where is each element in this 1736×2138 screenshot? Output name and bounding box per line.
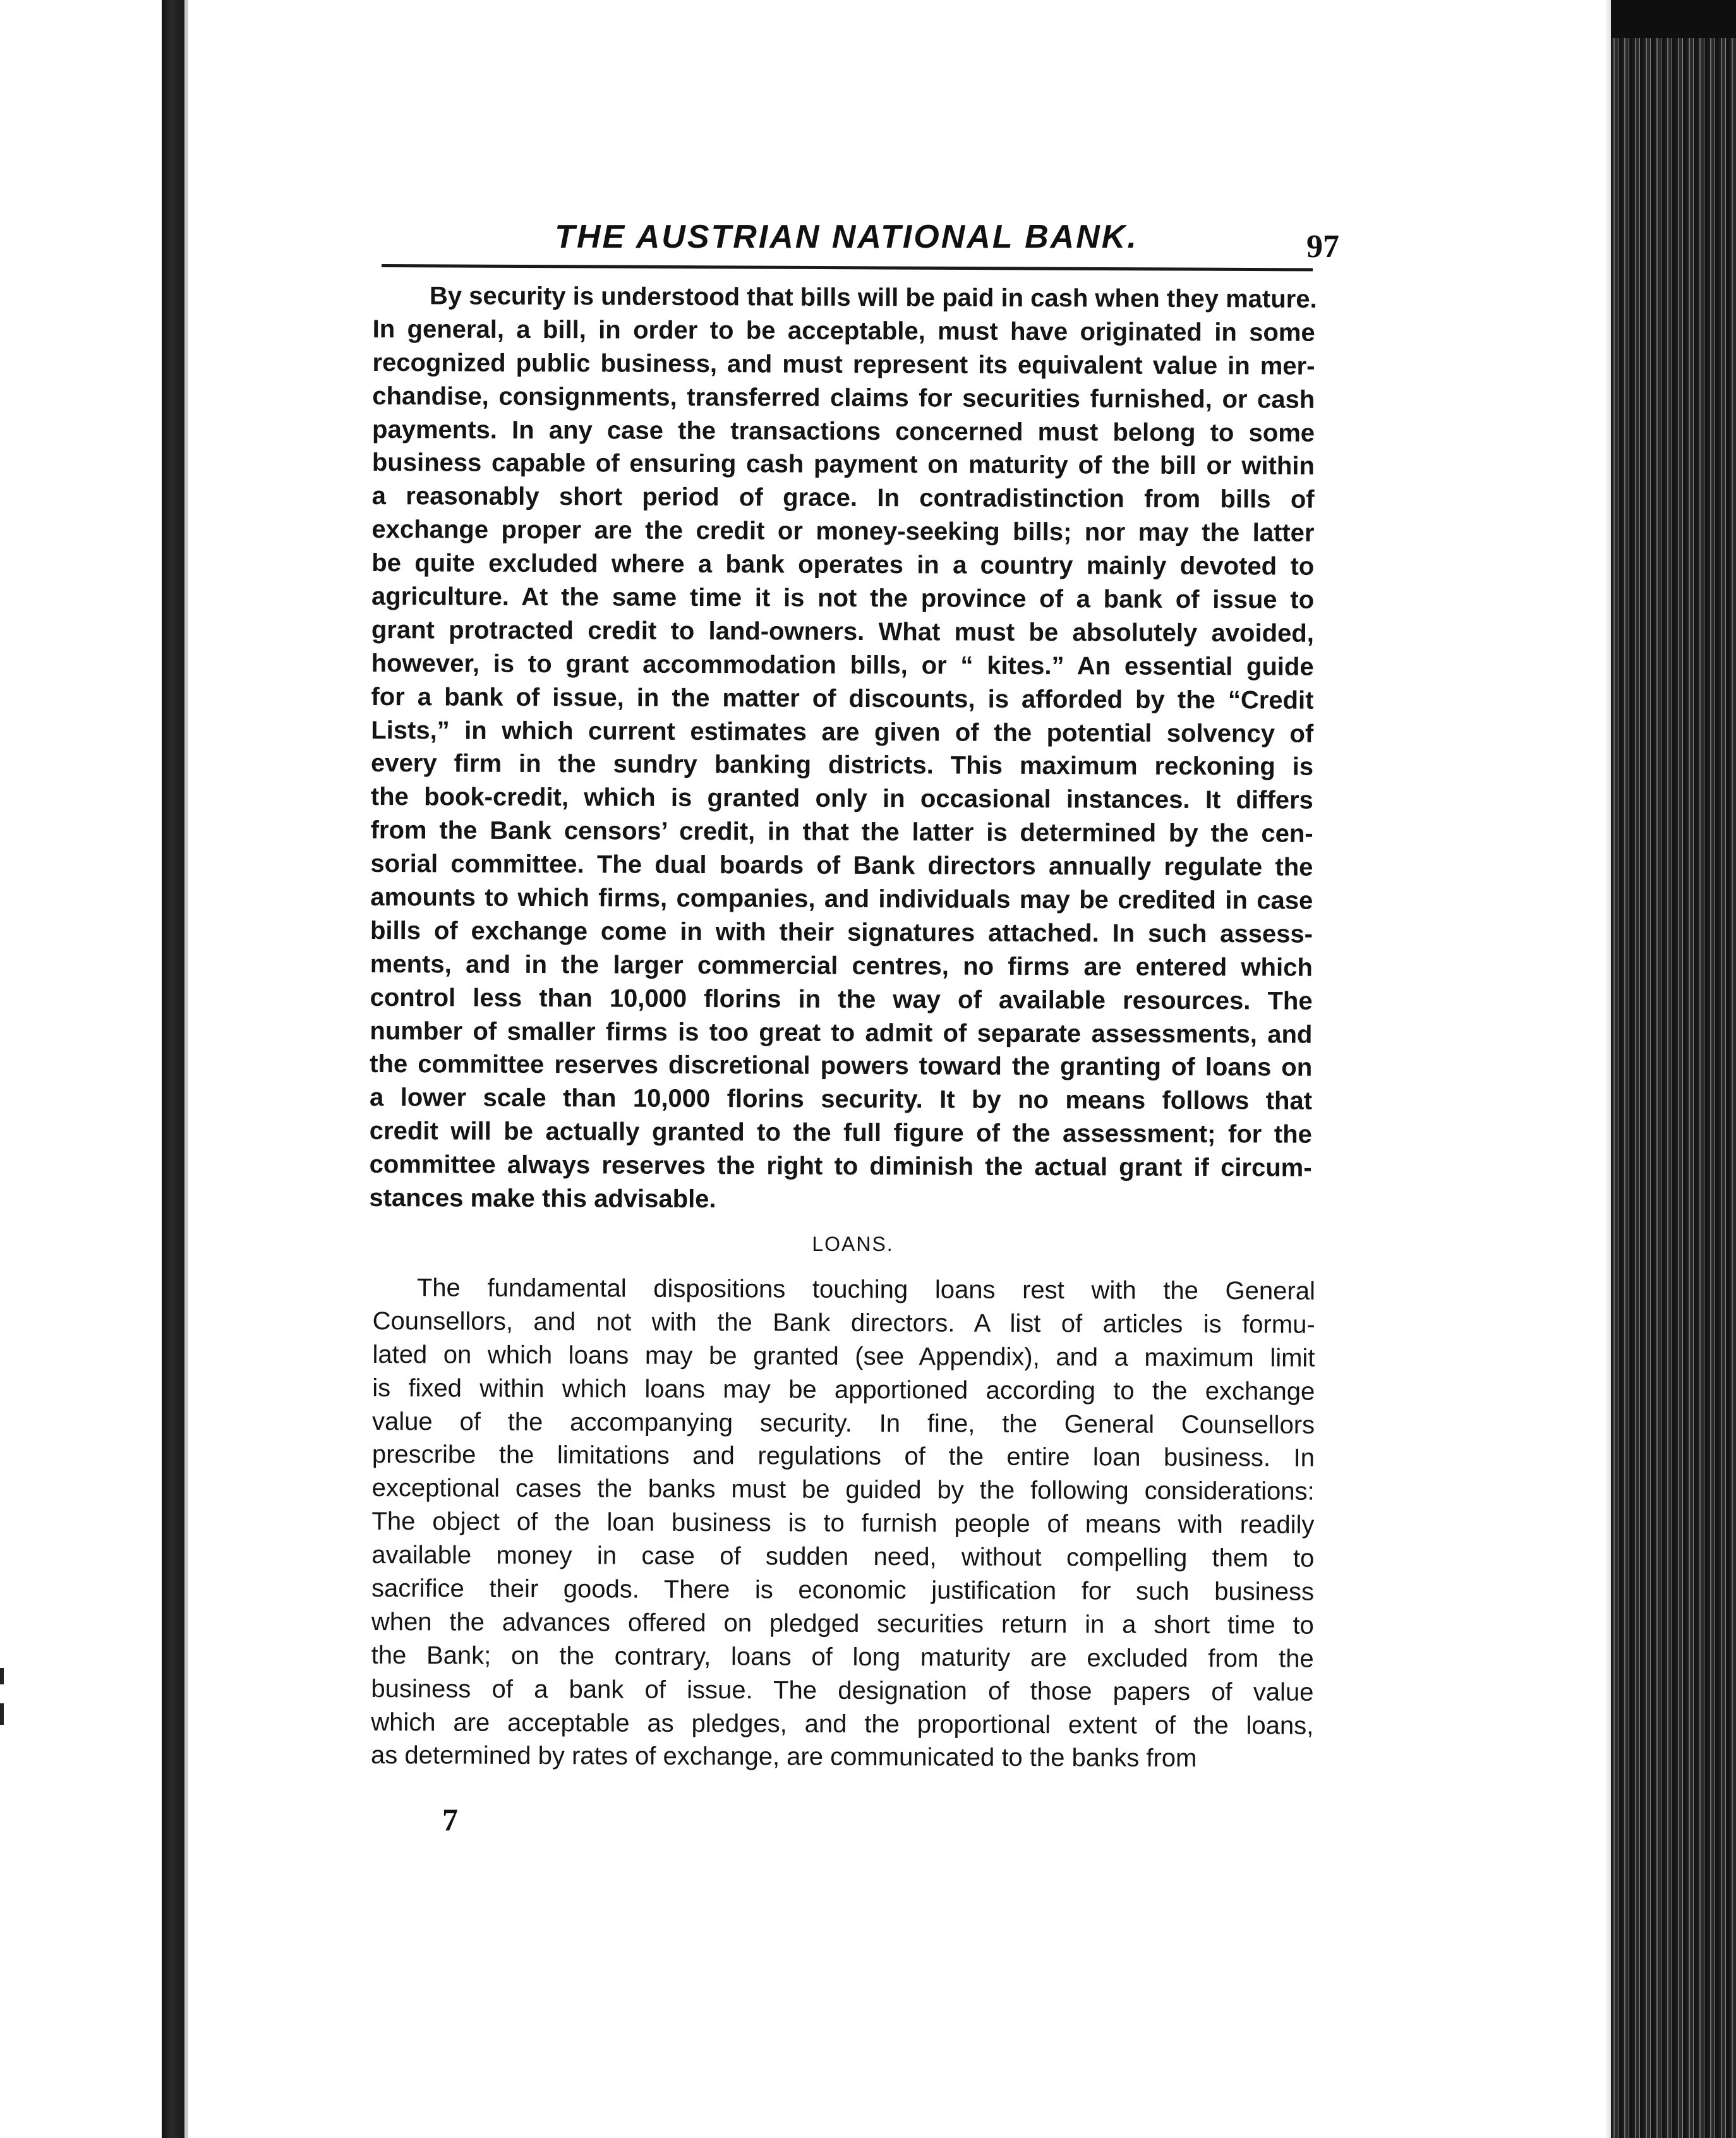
text-line: Counsellors, and not with the Bank directors. A list of articles is formu- xyxy=(372,1307,1315,1339)
book-page-stack-edge xyxy=(1611,0,1736,2138)
text-line: every firm in the sundry banking districts. This maximum reckoning is xyxy=(370,749,1314,782)
text-line: By security is understood that bills will be paid in cash when they mature. xyxy=(429,282,1317,313)
text-line: for a bank of issue, in the matter of discounts, is afforded by the “Credit xyxy=(371,682,1314,715)
running-head: THE AUSTRIAN NATIONAL BANK. xyxy=(555,219,1138,255)
text-line: bills of exchange come in with their signatures attached. In such assess- xyxy=(370,916,1313,948)
text-line: ments, and in the larger commercial centres, no firms are entered which xyxy=(370,950,1313,982)
text-line: the book-credit, which is granted only in occasional instances. It differs xyxy=(370,783,1313,815)
text-line: amounts to which firms, companies, and individuals may be credited in case xyxy=(370,883,1313,915)
text-line: value of the accompanying security. In fine, the General Counsellors xyxy=(372,1407,1315,1439)
facing-page-margin xyxy=(0,0,158,2138)
text-line: In general, a bill, in order to be acceptable, must have originated in some xyxy=(372,315,1315,347)
text-line: sorial committee. The dual boards of Bank directors annually regulate the xyxy=(370,850,1313,881)
text-line: chandise, consignments, transferred claims for securities furnished, or cash xyxy=(372,382,1315,414)
text-line: the committee reserves discretional powers toward the granting of loans on xyxy=(370,1050,1313,1082)
text-line: the Bank; on the contrary, loans of long maturity are excluded from the xyxy=(371,1641,1314,1673)
text-line: is fixed within which loans may be apportioned according to the exchange xyxy=(372,1374,1315,1406)
text-line: prescribe the limitations and regulations of the entire loan business. In xyxy=(371,1440,1315,1473)
text-line: exceptional cases the banks must be guided by the following considerations: xyxy=(371,1474,1315,1506)
text-line: a reasonably short period of grace. In contradistinction from bills of xyxy=(371,482,1315,514)
book-gutter xyxy=(162,0,184,2138)
text-line: however, is to grant accommodation bills, or “ kites.” An essential guide xyxy=(371,649,1314,681)
text-line: be quite excluded where a bank operates in a country mainly devoted to xyxy=(371,549,1315,581)
text-line: control less than 10,000 florins in the way of available resources. The xyxy=(370,983,1313,1015)
text-line: payments. In any case the transactions concerned must belong to some xyxy=(372,415,1315,447)
text-line: when the advances offered on pledged securities return in a short time to xyxy=(371,1607,1314,1640)
text-line: as determined by rates of exchange, are communicated to the banks from xyxy=(370,1741,1197,1773)
text-line: lated on which loans may be granted (see Appendix), and a maximum limit xyxy=(372,1340,1315,1372)
text-line: from the Bank censors’ credit, in that the latter is determined by the cen- xyxy=(370,816,1313,848)
text-line: committee always reserves the right to diminish the actual grant if circum- xyxy=(369,1151,1312,1182)
text-line: number of smaller firms is too great to admit of separate assessments, and xyxy=(370,1017,1313,1049)
text-line: business capable of ensuring cash payment on maturity of the bill or within xyxy=(371,449,1315,481)
text-line: The object of the loan business is to furnish people of means with readily xyxy=(371,1507,1315,1539)
facing-page-marks xyxy=(0,1668,5,1756)
text-line: sacrifice their goods. There is economic justification for such business xyxy=(371,1574,1315,1606)
text-line: a lower scale than 10,000 florins security. It by no means follows that xyxy=(369,1084,1313,1116)
text-line: available money in case of sudden need, without compelling them to xyxy=(371,1541,1315,1573)
text-line: grant protracted credit to land-owners. What must be absolutely avoided, xyxy=(371,615,1314,648)
text-line: agriculture. At the same time it is not the province of a bank of issue to xyxy=(371,583,1315,614)
page-number: 97 xyxy=(1306,229,1339,265)
signature-mark: 7 xyxy=(442,1802,458,1837)
text-line: The fundamental dispositions touching loans rest with the General xyxy=(416,1274,1315,1305)
gutter-edge xyxy=(184,0,188,2138)
paragraph-loans xyxy=(371,1271,1315,1776)
text-line: Lists,” in which current estimates are given of the potential solvency of xyxy=(371,716,1314,748)
header-rule xyxy=(382,264,1313,271)
text-line: recognized public business, and must represent its equivalent value in mer- xyxy=(372,348,1315,380)
section-heading-loans: LOANS. xyxy=(812,1233,894,1255)
text-line: credit will be actually granted to the full figure of the assessment; for the xyxy=(369,1117,1312,1149)
text-line: business of a bank of issue. The designation of those papers of value xyxy=(371,1674,1314,1706)
book-edge-top xyxy=(1611,0,1736,38)
paragraph-security xyxy=(369,279,1315,1219)
text-line: exchange proper are the credit or money-seeking bills; nor may the latter xyxy=(371,516,1315,547)
text-line: stances make this advisable. xyxy=(369,1184,716,1214)
text-line: which are acceptable as pledges, and the proportional extent of the loans, xyxy=(371,1708,1314,1740)
